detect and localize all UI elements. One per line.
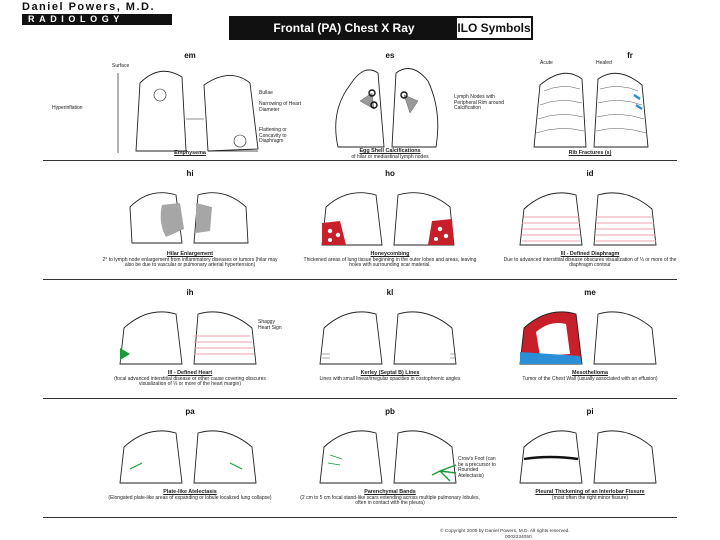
panel-code: es [385,51,395,60]
panel-pa [100,407,280,531]
parenchymal-bands-illustration [300,411,480,491]
panel-ho [300,169,480,293]
ill-defined-diaphragm-illustration [500,173,680,253]
brand-name: Daniel Powers, M.D. [22,1,156,13]
caption-em [100,151,280,157]
caption-title: Honeycombing [370,251,410,257]
brand-department: RADIOLOGY [22,14,172,25]
caption-text: (2 cm to 5 cm focal stand-like scars extending across multiple pulmonary lobules, often in contact with the pleura) [300,494,480,507]
label-acute: Acute [540,60,553,66]
page-subtitle: ILO Symbols [457,18,531,38]
kerley-lines-illustration [300,292,480,372]
panel-em [52,51,301,175]
caption-pb [300,490,480,507]
caption-title: Ill - Defined Heart [167,370,213,376]
brand-logo [22,2,172,25]
panel-fr [500,51,680,175]
label-lymph-nodes: Lymph Nodes with Peripheral Rim around Calcification [454,94,505,112]
caption-fr [500,151,680,157]
caption-text: Thickened areas of lung tissue beginning in the outer lobes and areas, leaving holes with surrounding scar material. [303,256,477,269]
caption-kl [300,371,480,382]
label-surface: Surface [112,63,130,69]
panel-ih [100,288,282,412]
caption-title: Parenchymal Bands [364,489,416,495]
caption-title: Hilar Enlargement [166,251,214,257]
caption-text: Due to advanced interstitial disease obscures visualization of ⅓ or more of the diaphragm contour [503,256,677,269]
panel-me [500,288,680,412]
panel-code: me [584,288,596,297]
panel-code: ih [186,288,194,297]
ill-defined-heart-illustration [100,292,280,372]
panel-code: pb [385,407,395,416]
panel-es [300,51,505,175]
panel-kl [300,288,480,412]
panel-pi [500,407,680,531]
label-shaggy-heart: Shaggy Heart Sign [258,319,282,331]
panel-code: kl [386,288,394,297]
title-bar [229,16,533,40]
caption-text: of hilar or mediastinal lymph nodes [351,153,429,160]
caption-text: Lines with small linear/irregular opacities in costophrenic angles [319,375,461,382]
label-narrowing: Narrowing of Heart Diameter [259,101,301,113]
caption-me [500,371,680,382]
mesothelioma-illustration [500,292,680,372]
plate-atelectasis-illustration [100,411,280,491]
panel-code: fr [627,51,633,60]
caption-id [500,252,680,269]
label-crows-foot: Crow's Foot (can be a precursor to Rounded Atelectasis) [458,456,496,479]
caption-pa [100,490,280,501]
panel-hi [100,169,280,293]
honeycombing-illustration [300,173,480,253]
panel-code: pa [185,407,195,416]
caption-title: Egg Shell Calcifications [359,148,421,154]
caption-title: Emphysema [174,150,206,156]
pleural-thickening-illustration [500,411,680,491]
rib-fracture-illustration [500,55,680,165]
copyright: © Copyright 2005 by Daniel Powers, M.D. All rights reserved. [440,529,570,534]
panel-id [500,169,680,293]
label-bullae: Bullae [259,90,273,96]
caption-title: Ill - Defined Diaphragm [560,251,620,257]
panel-code: id [586,169,594,178]
hilar-enlargement-illustration [100,173,280,253]
caption-pi [500,490,680,501]
panel-code: em [184,51,196,60]
caption-text: (focal advanced interstitial disease or other cause covering obscures visualization of ⅓ or more of the heart margin) [114,375,266,388]
label-healed: Healed [596,60,612,66]
caption-title: Rib Fractures (s) [568,150,612,156]
caption-es [300,149,480,160]
caption-title: Mesothelioma [572,370,608,376]
caption-title: Plate-like Atelectasis [163,489,217,495]
emphysema-lungs-illustration [100,55,280,165]
panel-code: hi [186,169,194,178]
caption-text: (Elongated plate-like areas of expanding or lobule localized lung collapse) [108,494,272,501]
label-flattening: Flattening or Concavity to Diaphragm [259,127,287,145]
caption-ho [300,252,480,269]
caption-text: Tumor of the Chest Wall (usually associated with an effusion) [522,375,658,382]
copyright-id: 0002234050 [505,535,532,540]
panel-code: ho [385,169,395,178]
caption-title: Pleural Thickening of an Interlobar Fissure [535,489,645,495]
caption-hi [100,252,280,269]
label-hyperinflation: Hyperinflation [52,105,83,111]
caption-text: (most often the right minor fissure) [551,494,629,501]
caption-text: 2° to lymph node enlargement from inflammatory diseases or tumors (hilar may also be due to vascular or pulmonary arterial hypertension) [102,256,278,269]
panel-code: pi [586,407,594,416]
caption-ih [100,371,280,388]
panel-pb [300,407,496,531]
page-title: Frontal (PA) Chest X Ray [231,18,457,38]
caption-title: Kerley (Septal B) Lines [360,370,420,376]
